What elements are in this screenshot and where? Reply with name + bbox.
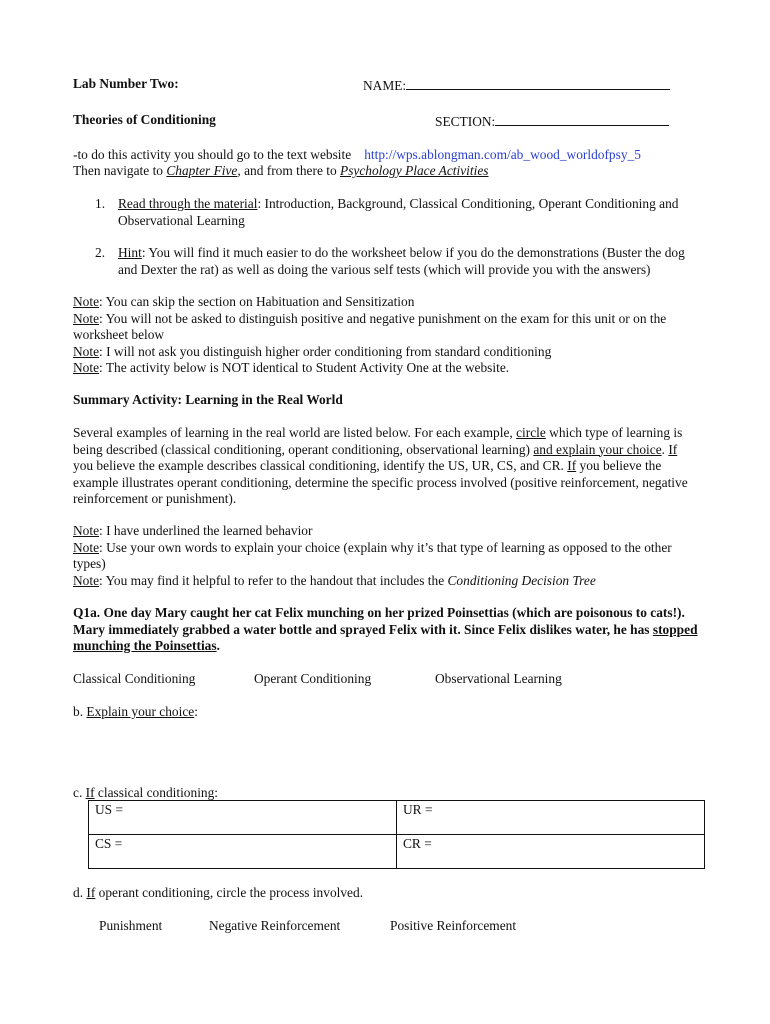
ur-cell[interactable]: UR = [397,801,705,835]
note-text: : I will not ask you distinguish higher order conditioning from standard conditioning [99,343,552,359]
process-positive-reinforcement[interactable]: Positive Reinforcement [390,918,517,933]
note-line [73,294,698,311]
note-line [73,523,698,540]
choice-observational[interactable]: Observational Learning [435,671,562,686]
note-label: Note [73,523,100,538]
note-label: Note [73,572,100,588]
note-text: : You may find it helpful to refer to the handout that includes the [99,572,448,588]
note-line [73,573,698,590]
decision-tree-text: Conditioning Decision Tree [447,572,596,588]
table-row [89,801,705,835]
part-c-if: If [85,785,95,800]
intro-mid-text: , and from there to [237,163,341,178]
note-text: : The activity below is NOT identical to Student Activity One at the website. [99,360,510,375]
part-d-label [73,885,363,902]
part-d-if: If [86,885,96,900]
part-b-prefix: b. [73,704,87,719]
process-punishment[interactable]: Punishment [99,918,163,933]
note-label: Note [73,294,100,309]
summary-if-word: If [567,458,577,473]
part-c-text: classical conditioning: [94,785,219,800]
part-c-prefix: c. [73,785,86,800]
summary-text: you believe the example illustrates operant conditioning, determine the specific process involved (positive reinforcement, negative reinforcement or punishment). [73,458,688,506]
note-line [73,360,698,377]
name-blank-line [406,76,670,90]
choice-classical[interactable]: Classical Conditioning [73,671,196,686]
list-number: 1. [95,196,106,211]
classical-conditioning-table [88,800,705,869]
note-label: Note [73,343,100,359]
intro-line-1 [73,147,641,164]
list-lead: Hint [118,245,142,260]
note-line [73,311,698,344]
intro-line-2 [73,163,489,180]
note-label: Note [73,539,100,555]
question-text: Q1a. One day Mary caught her cat Felix munching on her prized Poinsettias (which are poisonous to cats!). Mary immediately grabbed a water bottle and sprayed Felix with it. Since Felix dislikes water, he has [73,605,685,637]
note-text: : You can skip the section on Habituation and Sensitization [99,294,415,309]
website-link[interactable]: http://wps.ablongman.com/ab_wood_worldofpsy_5 [364,147,641,162]
summary-paragraph [73,425,698,508]
name-field [363,76,670,95]
section-blank-line [495,112,669,126]
list-lead: Read through the material [118,196,258,211]
section-label: SECTION: [435,114,496,129]
part-d-prefix: d. [73,885,87,900]
table-row [89,835,705,869]
list-item-body [118,245,700,278]
name-label: NAME: [363,78,407,93]
intro-navigate-text: Then navigate to [73,163,167,178]
list-text: : You will find it much easier to do the worksheet below if you do the demonstrations (Buster the dog and Dexter the rat) as well as doing the various self tests (which will provide you with the answers) [118,245,685,277]
summary-heading: Summary Activity: Learning in the Real World [73,392,343,407]
chapter-five-text: Chapter Five [166,163,238,178]
summary-explain-phrase: and explain your choice [533,441,662,457]
summary-if-word: If [668,441,678,457]
list-item-body [118,196,700,229]
note-label: Note [73,360,100,375]
choice-operant[interactable]: Operant Conditioning [254,671,372,686]
us-cell[interactable]: US = [89,801,397,835]
note-line [73,344,698,361]
note-label: Note [73,310,100,326]
notes-block-2 [73,523,698,589]
learned-behavior-text: stopped munching the Poinsettias [73,621,698,653]
cs-cell[interactable]: CS = [89,835,397,869]
note-text: : You will not be asked to distinguish positive and negative punishment on the exam for this unit or on the worksheet below [73,310,667,342]
summary-text: which type of learning is being described (classical conditioning, operant conditioning, observational learning) [73,425,683,457]
intro-text: -to do this activity you should go to the text website [73,147,352,162]
page-title: Theories of Conditioning [73,112,216,127]
summary-text: you believe the example describes classical conditioning, identify the US, UR, CS, and CR. [73,458,568,473]
part-b-label [73,704,198,721]
explain-choice-label: Explain your choice [86,704,195,719]
note-text: : I have underlined the learned behavior [99,523,313,538]
notes-block-1 [73,294,698,377]
summary-circle-word: circle [516,425,546,440]
summary-text: Several examples of learning in the real world are listed below. For each example, [73,425,517,440]
lab-number-label: Lab Number Two: [73,76,179,91]
note-line [73,540,698,573]
list-number: 2. [95,245,106,260]
cr-cell[interactable]: CR = [397,835,705,869]
list-text: : Introduction, Background, Classical Conditioning, Operant Conditioning and Observational Learning [118,196,679,228]
question-1a [73,605,703,655]
process-negative-reinforcement[interactable]: Negative Reinforcement [209,918,341,933]
section-field [435,112,669,131]
part-b-suffix: : [194,704,198,719]
question-end: . [216,638,220,653]
note-text: : Use your own words to explain your choice (explain why it’s that type of learning as opposed to the other types) [73,539,672,571]
psychology-place-text: Psychology Place Activities [340,163,489,178]
part-d-text: operant conditioning, circle the process involved. [95,885,364,900]
summary-text: . [661,441,669,457]
